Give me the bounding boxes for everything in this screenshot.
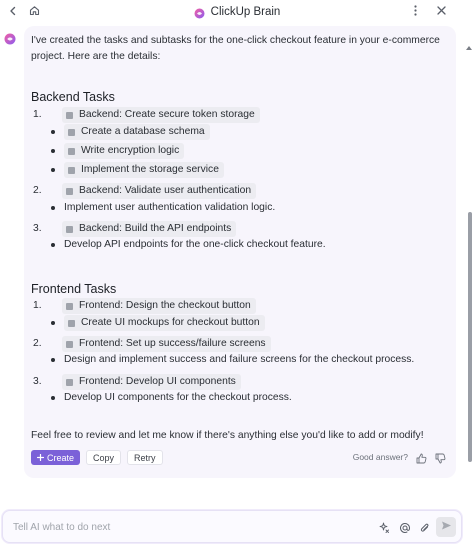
message-intro: I've created the tasks and subtasks for the one-click checkout feature in your e-commerce project. Here are the details:	[31, 35, 440, 62]
subtask-label: Create a database schema	[81, 126, 205, 137]
task-item	[31, 298, 256, 314]
at-sign-icon[interactable]	[399, 521, 411, 533]
bullet-icon	[51, 358, 55, 362]
retry-button[interactable]: Retry	[127, 450, 163, 465]
thumbs-up-icon[interactable]	[416, 451, 427, 462]
task-status-icon	[66, 303, 73, 310]
send-icon	[441, 518, 452, 536]
ai-avatar-icon	[4, 32, 16, 44]
task-status-icon	[68, 167, 75, 174]
task-number: 2.	[33, 338, 42, 349]
task-item	[31, 107, 260, 123]
task-status-icon	[66, 112, 73, 119]
subtask-label: Develop API endpoints for the one-click checkout feature.	[64, 239, 326, 250]
close-icon[interactable]	[435, 4, 448, 17]
create-button-label: Create	[47, 452, 75, 463]
subtask-chip[interactable]	[64, 143, 184, 159]
task-chip[interactable]	[62, 221, 236, 237]
app-header	[0, 0, 474, 22]
task-status-icon	[66, 226, 73, 233]
task-label: Frontend: Design the checkout button	[79, 300, 251, 311]
subtask-item	[51, 315, 265, 331]
task-status-icon	[68, 148, 75, 155]
more-icon[interactable]	[409, 4, 422, 17]
copy-button[interactable]: Copy	[86, 450, 121, 465]
subtask-label: Develop UI components for the checkout process.	[64, 392, 292, 403]
scroll-up-arrow-icon[interactable]	[466, 46, 472, 50]
task-label: Backend: Create secure token storage	[79, 109, 255, 120]
subtask-chip[interactable]	[64, 315, 265, 331]
subtask-chip[interactable]	[64, 162, 224, 178]
section-title-frontend: Frontend Tasks	[31, 282, 117, 296]
subtask-item	[51, 124, 210, 140]
chevron-left-icon[interactable]	[6, 4, 19, 17]
task-status-icon	[68, 320, 75, 327]
scrollbar[interactable]	[464, 22, 474, 502]
send-button[interactable]	[436, 517, 456, 537]
task-label: Backend: Validate user authentication	[79, 185, 252, 196]
feedback-group	[353, 451, 446, 462]
page-title: ClickUp Brain	[210, 5, 281, 18]
task-chip[interactable]	[62, 183, 256, 199]
task-item	[31, 374, 241, 390]
create-button[interactable]	[31, 450, 80, 465]
bullet-icon	[51, 149, 55, 153]
task-number: 3.	[33, 223, 42, 234]
subtask-item	[51, 352, 414, 368]
sparkle-icon[interactable]	[379, 521, 391, 533]
composer-tools	[379, 521, 431, 533]
subtask-item	[51, 143, 184, 159]
task-number: 3.	[33, 376, 42, 387]
header-title-group	[194, 6, 281, 18]
subtask-chip[interactable]	[64, 124, 210, 140]
subtask-item	[51, 162, 224, 178]
subtask-label: Design and implement success and failure screens for the checkout process.	[64, 354, 415, 365]
subtask-label: Implement user authentication validation logic.	[64, 202, 276, 213]
subtask-label: Create UI mockups for checkout button	[81, 317, 260, 328]
prompt-input[interactable]	[13, 520, 373, 535]
task-label: Backend: Build the API endpoints	[79, 223, 232, 234]
bullet-icon	[51, 396, 55, 400]
subtask-label: Write encryption logic	[81, 145, 180, 156]
subtask-label: Implement the storage service	[81, 164, 219, 175]
ai-message-content	[31, 33, 446, 441]
bullet-icon	[51, 168, 55, 172]
task-item	[31, 221, 236, 237]
task-label: Frontend: Set up success/failure screens	[79, 338, 266, 349]
task-status-icon	[68, 129, 75, 136]
task-status-icon	[66, 379, 73, 386]
subtask-item	[51, 390, 292, 406]
subtask-item	[51, 237, 326, 253]
message-outro: Feel free to review and let me know if there's anything else you'd like to add or modify!	[31, 430, 424, 441]
thumbs-down-icon[interactable]	[435, 451, 446, 462]
task-chip[interactable]	[62, 336, 271, 352]
task-label: Frontend: Develop UI components	[79, 376, 236, 387]
paperclip-icon[interactable]	[419, 521, 431, 533]
plus-icon	[37, 453, 44, 463]
task-number: 1.	[33, 109, 42, 120]
task-chip[interactable]	[62, 298, 256, 314]
home-icon[interactable]	[28, 4, 41, 17]
task-status-icon	[66, 188, 73, 195]
section-title-backend: Backend Tasks	[31, 90, 115, 104]
bullet-icon	[51, 321, 55, 325]
composer	[2, 510, 462, 543]
clickup-brain-icon	[194, 6, 205, 17]
task-status-icon	[66, 341, 73, 348]
scrollbar-thumb[interactable]	[468, 212, 472, 462]
task-number: 2.	[33, 185, 42, 196]
task-item	[31, 336, 271, 352]
bullet-icon	[51, 206, 55, 210]
task-chip[interactable]	[62, 107, 260, 123]
bullet-icon	[51, 243, 55, 247]
task-item	[31, 183, 256, 199]
bullet-icon	[51, 130, 55, 134]
task-chip[interactable]	[62, 374, 241, 390]
good-answer-label: Good answer?	[352, 451, 408, 462]
subtask-item	[51, 200, 275, 216]
message-actions	[31, 450, 163, 465]
task-number: 1.	[33, 300, 42, 311]
